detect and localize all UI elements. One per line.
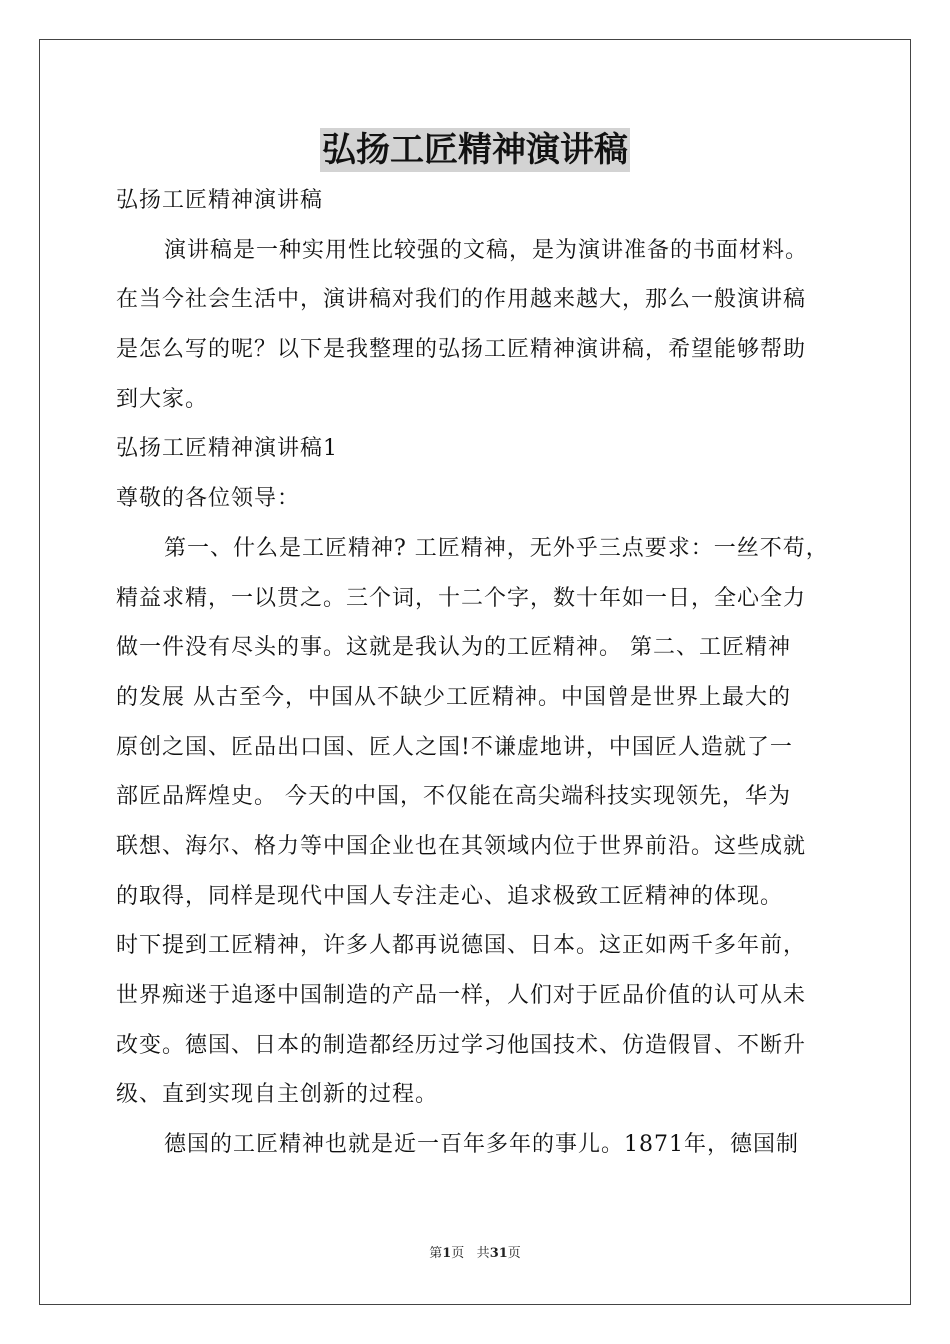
paragraph-line: 到大家。 bbox=[116, 386, 209, 412]
paragraph-line: 德国的工匠精神也就是近一百年多年的事儿。1871年，德国制 bbox=[164, 1132, 799, 1158]
page-number: 1 bbox=[442, 1246, 452, 1261]
paragraph-line: 演讲稿是一种实用性比较强的文稿，是为演讲准备的书面材料。 bbox=[164, 237, 809, 263]
paragraph-line: 原创之国、匠品出口国、匠人之国!不谦虚地讲，中国匠人造就了一 bbox=[116, 734, 793, 760]
page-prefix: 第 bbox=[429, 1246, 443, 1261]
paragraph-line: 精益求精，一以贯之。三个词，十二个字，数十年如一日，全心全力 bbox=[116, 585, 807, 611]
paragraph-line: 时下提到工匠精神，许多人都再说德国、日本。这正如两千多年前， bbox=[116, 933, 807, 959]
paragraph-line: 是怎么写的呢？以下是我整理的弘扬工匠精神演讲稿，希望能够帮助 bbox=[116, 337, 807, 363]
paragraph-line: 级、直到实现自主创新的过程。 bbox=[116, 1082, 439, 1108]
section-heading: 弘扬工匠精神演讲稿1 bbox=[116, 436, 338, 462]
total-prefix: 共 bbox=[476, 1246, 490, 1261]
total-pages: 31 bbox=[489, 1246, 508, 1261]
page-suffix: 页 bbox=[451, 1246, 465, 1261]
subtitle-line: 弘扬工匠精神演讲稿 bbox=[116, 188, 324, 213]
salutation-line: 尊敬的各位领导： bbox=[116, 486, 301, 512]
page-footer bbox=[0, 1244, 950, 1264]
total-suffix: 页 bbox=[507, 1246, 521, 1261]
paragraph-line: 做一件没有尽头的事。这就是我认为的工匠精神。 第二、工匠精神 bbox=[116, 635, 791, 661]
title-container bbox=[0, 128, 950, 172]
document-title: 弘扬工匠精神演讲稿 bbox=[322, 130, 628, 170]
paragraph-line: 的发展 从古至今，中国从不缺少工匠精神。中国曾是世界上最大的 bbox=[116, 684, 791, 710]
paragraph-line: 联想、海尔、格力等中国企业也在其领域内位于世界前沿。这些成就 bbox=[116, 833, 807, 859]
paragraph-line: 在当今社会生活中，演讲稿对我们的作用越来越大，那么一般演讲稿 bbox=[116, 287, 807, 313]
paragraph-line: 的取得，同样是现代中国人专注走心、追求极致工匠精神的体现。 bbox=[116, 883, 784, 909]
paragraph-line: 部匠品辉煌史。 今天的中国，不仅能在高尖端科技实现领先，华为 bbox=[116, 784, 791, 810]
document-body bbox=[116, 176, 836, 1170]
paragraph-line: 第一、什么是工匠精神? 工匠精神，无外乎三点要求：一丝不苟， bbox=[164, 535, 829, 561]
paragraph-line: 改变。德国、日本的制造都经历过学习他国技术、仿造假冒、不断升 bbox=[116, 1032, 807, 1058]
paragraph-line: 世界痴迷于追逐中国制造的产品一样，人们对于匠品价值的认可从未 bbox=[116, 983, 807, 1008]
